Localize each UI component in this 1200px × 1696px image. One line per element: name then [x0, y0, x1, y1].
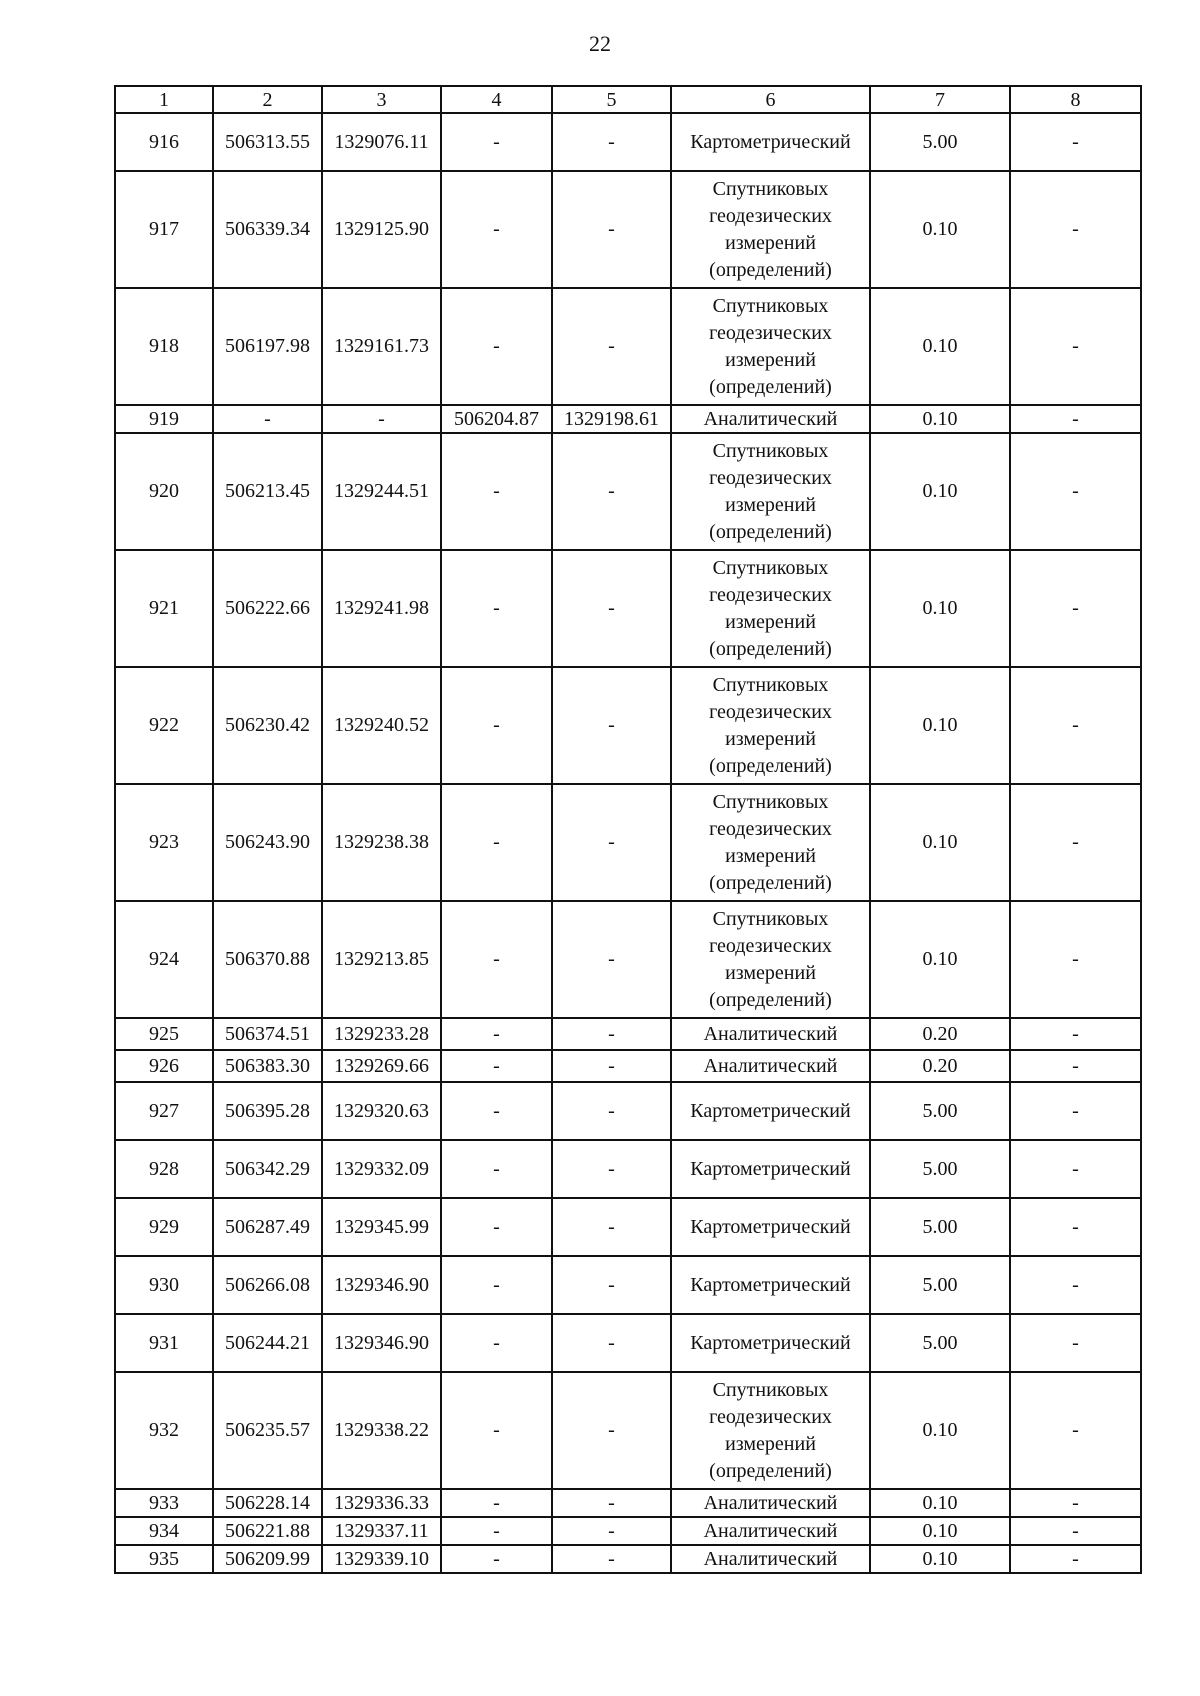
- x-new-coordinate-cell: -: [441, 1198, 552, 1256]
- x-new-coordinate-cell: -: [441, 1545, 552, 1573]
- x-coordinate-cell: -: [213, 405, 322, 433]
- accuracy-cell: 0.10: [870, 288, 1010, 405]
- y-new-coordinate-cell: -: [552, 1018, 671, 1050]
- table-row: [115, 1050, 1141, 1082]
- method-cell: Аналитический: [671, 405, 870, 433]
- accuracy-cell: 5.00: [870, 1140, 1010, 1198]
- table-body: [115, 86, 1141, 1573]
- y-new-coordinate-cell: -: [552, 288, 671, 405]
- method-cell: Спутниковых геодезических измерений (определений): [671, 171, 870, 288]
- table-row: [115, 433, 1141, 550]
- x-new-coordinate-cell: -: [441, 667, 552, 784]
- y-new-coordinate-cell: -: [552, 1050, 671, 1082]
- table-row: [115, 784, 1141, 901]
- description-cell: -: [1010, 1140, 1141, 1198]
- y-coordinate-cell: 1329336.33: [322, 1489, 441, 1517]
- table-row: [115, 405, 1141, 433]
- y-new-coordinate-cell: -: [552, 1372, 671, 1489]
- point-number-cell: 934: [115, 1517, 213, 1545]
- method-cell: Аналитический: [671, 1545, 870, 1573]
- description-cell: -: [1010, 1082, 1141, 1140]
- y-coordinate-cell: 1329345.99: [322, 1198, 441, 1256]
- method-cell: Спутниковых геодезических измерений (определений): [671, 1372, 870, 1489]
- method-cell: Спутниковых геодезических измерений (определений): [671, 288, 870, 405]
- x-coordinate-cell: 506235.57: [213, 1372, 322, 1489]
- point-number-cell: 933: [115, 1489, 213, 1517]
- column-header: 6: [671, 86, 870, 113]
- method-cell: Спутниковых геодезических измерений (определений): [671, 667, 870, 784]
- y-coordinate-cell: 1329346.90: [322, 1314, 441, 1372]
- x-coordinate-cell: 506230.42: [213, 667, 322, 784]
- y-new-coordinate-cell: -: [552, 784, 671, 901]
- accuracy-cell: 5.00: [870, 1198, 1010, 1256]
- x-new-coordinate-cell: -: [441, 113, 552, 171]
- column-header: 7: [870, 86, 1010, 113]
- x-new-coordinate-cell: -: [441, 784, 552, 901]
- table-row: [115, 1018, 1141, 1050]
- description-cell: -: [1010, 1372, 1141, 1489]
- accuracy-cell: 0.10: [870, 433, 1010, 550]
- accuracy-cell: 5.00: [870, 1314, 1010, 1372]
- x-new-coordinate-cell: -: [441, 1018, 552, 1050]
- y-coordinate-cell: 1329076.11: [322, 113, 441, 171]
- table-row: [115, 901, 1141, 1018]
- y-new-coordinate-cell: -: [552, 1256, 671, 1314]
- x-coordinate-cell: 506339.34: [213, 171, 322, 288]
- x-coordinate-cell: 506395.28: [213, 1082, 322, 1140]
- point-number-cell: 926: [115, 1050, 213, 1082]
- accuracy-cell: 0.10: [870, 667, 1010, 784]
- column-header: 8: [1010, 86, 1141, 113]
- accuracy-cell: 0.10: [870, 1489, 1010, 1517]
- point-number-cell: 935: [115, 1545, 213, 1573]
- description-cell: -: [1010, 405, 1141, 433]
- x-coordinate-cell: 506221.88: [213, 1517, 322, 1545]
- y-new-coordinate-cell: -: [552, 901, 671, 1018]
- description-cell: -: [1010, 550, 1141, 667]
- method-cell: Картометрический: [671, 113, 870, 171]
- method-cell: Спутниковых геодезических измерений (определений): [671, 784, 870, 901]
- x-new-coordinate-cell: -: [441, 171, 552, 288]
- method-cell: Картометрический: [671, 1140, 870, 1198]
- table-row: [115, 1314, 1141, 1372]
- x-coordinate-cell: 506209.99: [213, 1545, 322, 1573]
- description-cell: -: [1010, 1545, 1141, 1573]
- table-row: [115, 1489, 1141, 1517]
- method-cell: Картометрический: [671, 1256, 870, 1314]
- x-coordinate-cell: 506213.45: [213, 433, 322, 550]
- description-cell: -: [1010, 667, 1141, 784]
- y-new-coordinate-cell: -: [552, 1489, 671, 1517]
- description-cell: -: [1010, 171, 1141, 288]
- table-row: [115, 1256, 1141, 1314]
- description-cell: -: [1010, 1489, 1141, 1517]
- y-coordinate-cell: 1329320.63: [322, 1082, 441, 1140]
- x-coordinate-cell: 506228.14: [213, 1489, 322, 1517]
- x-new-coordinate-cell: -: [441, 1517, 552, 1545]
- column-header: 1: [115, 86, 213, 113]
- column-header: 2: [213, 86, 322, 113]
- x-new-coordinate-cell: -: [441, 1489, 552, 1517]
- method-cell: Картометрический: [671, 1082, 870, 1140]
- accuracy-cell: 0.10: [870, 784, 1010, 901]
- accuracy-cell: 0.20: [870, 1050, 1010, 1082]
- page-number: 22: [589, 31, 611, 56]
- x-coordinate-cell: 506287.49: [213, 1198, 322, 1256]
- y-coordinate-cell: -: [322, 405, 441, 433]
- description-cell: -: [1010, 1314, 1141, 1372]
- x-coordinate-cell: 506342.29: [213, 1140, 322, 1198]
- description-cell: -: [1010, 1050, 1141, 1082]
- point-number-cell: 923: [115, 784, 213, 901]
- x-coordinate-cell: 506313.55: [213, 113, 322, 171]
- table-row: [115, 1372, 1141, 1489]
- point-number-cell: 919: [115, 405, 213, 433]
- description-cell: -: [1010, 1198, 1141, 1256]
- method-cell: Картометрический: [671, 1314, 870, 1372]
- accuracy-cell: 5.00: [870, 1256, 1010, 1314]
- x-new-coordinate-cell: -: [441, 1050, 552, 1082]
- y-new-coordinate-cell: -: [552, 1198, 671, 1256]
- x-coordinate-cell: 506266.08: [213, 1256, 322, 1314]
- point-number-cell: 928: [115, 1140, 213, 1198]
- x-new-coordinate-cell: -: [441, 1082, 552, 1140]
- table-row: [115, 113, 1141, 171]
- description-cell: -: [1010, 1517, 1141, 1545]
- x-coordinate-cell: 506383.30: [213, 1050, 322, 1082]
- y-coordinate-cell: 1329337.11: [322, 1517, 441, 1545]
- point-number-cell: 931: [115, 1314, 213, 1372]
- point-number-cell: 921: [115, 550, 213, 667]
- point-number-cell: 920: [115, 433, 213, 550]
- table-row: [115, 1545, 1141, 1573]
- x-new-coordinate-cell: -: [441, 1314, 552, 1372]
- y-new-coordinate-cell: -: [552, 1082, 671, 1140]
- x-new-coordinate-cell: -: [441, 1140, 552, 1198]
- accuracy-cell: 0.10: [870, 1545, 1010, 1573]
- x-new-coordinate-cell: -: [441, 288, 552, 405]
- point-number-cell: 927: [115, 1082, 213, 1140]
- method-cell: Спутниковых геодезических измерений (определений): [671, 433, 870, 550]
- accuracy-cell: 0.20: [870, 1018, 1010, 1050]
- y-new-coordinate-cell: -: [552, 1140, 671, 1198]
- point-number-cell: 924: [115, 901, 213, 1018]
- y-new-coordinate-cell: -: [552, 1314, 671, 1372]
- table-row: [115, 171, 1141, 288]
- x-new-coordinate-cell: -: [441, 1256, 552, 1314]
- table-row: [115, 550, 1141, 667]
- y-coordinate-cell: 1329244.51: [322, 433, 441, 550]
- accuracy-cell: 0.10: [870, 1372, 1010, 1489]
- method-cell: Аналитический: [671, 1050, 870, 1082]
- method-cell: Аналитический: [671, 1517, 870, 1545]
- y-new-coordinate-cell: -: [552, 113, 671, 171]
- y-coordinate-cell: 1329161.73: [322, 288, 441, 405]
- accuracy-cell: 0.10: [870, 171, 1010, 288]
- x-new-coordinate-cell: -: [441, 1372, 552, 1489]
- description-cell: -: [1010, 433, 1141, 550]
- accuracy-cell: 5.00: [870, 1082, 1010, 1140]
- accuracy-cell: 5.00: [870, 113, 1010, 171]
- y-new-coordinate-cell: -: [552, 1517, 671, 1545]
- table-header-row: [115, 86, 1141, 113]
- accuracy-cell: 0.10: [870, 901, 1010, 1018]
- y-new-coordinate-cell: 1329198.61: [552, 405, 671, 433]
- x-coordinate-cell: 506197.98: [213, 288, 322, 405]
- point-number-cell: 922: [115, 667, 213, 784]
- y-coordinate-cell: 1329233.28: [322, 1018, 441, 1050]
- x-coordinate-cell: 506370.88: [213, 901, 322, 1018]
- y-coordinate-cell: 1329240.52: [322, 667, 441, 784]
- y-coordinate-cell: 1329125.90: [322, 171, 441, 288]
- description-cell: -: [1010, 1256, 1141, 1314]
- coordinates-table: [114, 85, 1142, 1574]
- x-new-coordinate-cell: -: [441, 433, 552, 550]
- x-new-coordinate-cell: -: [441, 550, 552, 667]
- x-coordinate-cell: 506222.66: [213, 550, 322, 667]
- description-cell: -: [1010, 1018, 1141, 1050]
- table-row: [115, 1140, 1141, 1198]
- method-cell: Картометрический: [671, 1198, 870, 1256]
- y-coordinate-cell: 1329213.85: [322, 901, 441, 1018]
- table-row: [115, 667, 1141, 784]
- y-coordinate-cell: 1329339.10: [322, 1545, 441, 1573]
- description-cell: -: [1010, 784, 1141, 901]
- y-coordinate-cell: 1329338.22: [322, 1372, 441, 1489]
- point-number-cell: 916: [115, 113, 213, 171]
- column-header: 4: [441, 86, 552, 113]
- coordinates-table-container: [114, 85, 1140, 1574]
- table-row: [115, 1517, 1141, 1545]
- point-number-cell: 925: [115, 1018, 213, 1050]
- column-header: 3: [322, 86, 441, 113]
- y-new-coordinate-cell: -: [552, 433, 671, 550]
- point-number-cell: 932: [115, 1372, 213, 1489]
- x-coordinate-cell: 506243.90: [213, 784, 322, 901]
- method-cell: Аналитический: [671, 1489, 870, 1517]
- y-coordinate-cell: 1329238.38: [322, 784, 441, 901]
- column-header: 5: [552, 86, 671, 113]
- table-row: [115, 288, 1141, 405]
- point-number-cell: 917: [115, 171, 213, 288]
- description-cell: -: [1010, 288, 1141, 405]
- point-number-cell: 930: [115, 1256, 213, 1314]
- y-new-coordinate-cell: -: [552, 667, 671, 784]
- y-coordinate-cell: 1329241.98: [322, 550, 441, 667]
- method-cell: Аналитический: [671, 1018, 870, 1050]
- table-row: [115, 1082, 1141, 1140]
- accuracy-cell: 0.10: [870, 405, 1010, 433]
- x-coordinate-cell: 506244.21: [213, 1314, 322, 1372]
- description-cell: -: [1010, 901, 1141, 1018]
- accuracy-cell: 0.10: [870, 550, 1010, 667]
- table-row: [115, 1198, 1141, 1256]
- y-coordinate-cell: 1329332.09: [322, 1140, 441, 1198]
- description-cell: -: [1010, 113, 1141, 171]
- point-number-cell: 929: [115, 1198, 213, 1256]
- y-new-coordinate-cell: -: [552, 550, 671, 667]
- y-coordinate-cell: 1329269.66: [322, 1050, 441, 1082]
- y-coordinate-cell: 1329346.90: [322, 1256, 441, 1314]
- x-coordinate-cell: 506374.51: [213, 1018, 322, 1050]
- x-new-coordinate-cell: -: [441, 901, 552, 1018]
- point-number-cell: 918: [115, 288, 213, 405]
- method-cell: Спутниковых геодезических измерений (определений): [671, 550, 870, 667]
- y-new-coordinate-cell: -: [552, 171, 671, 288]
- y-new-coordinate-cell: -: [552, 1545, 671, 1573]
- accuracy-cell: 0.10: [870, 1517, 1010, 1545]
- x-new-coordinate-cell: 506204.87: [441, 405, 552, 433]
- method-cell: Спутниковых геодезических измерений (определений): [671, 901, 870, 1018]
